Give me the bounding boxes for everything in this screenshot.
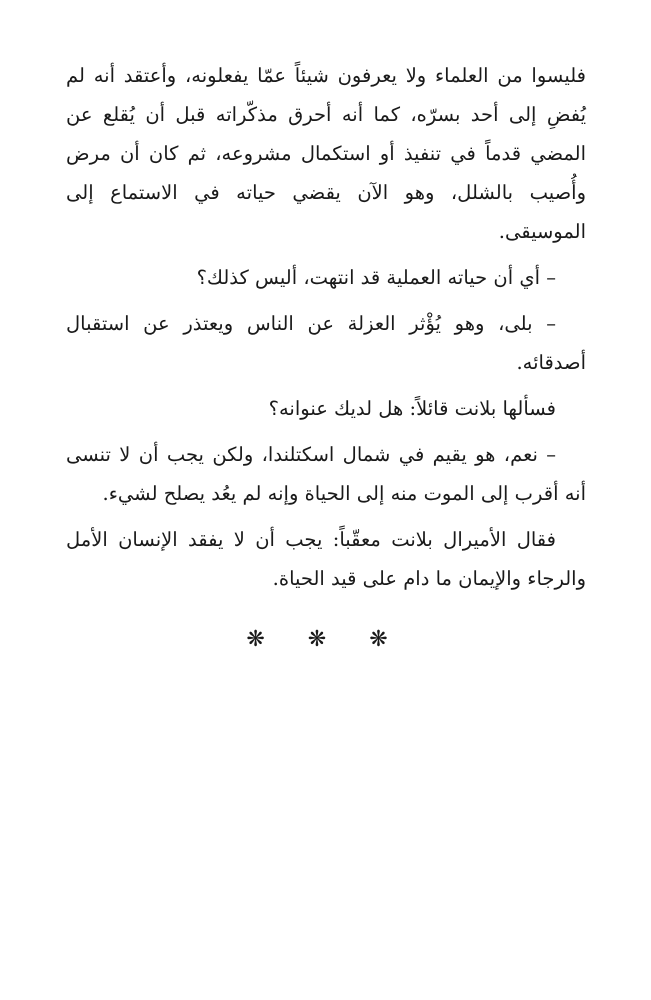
paragraph-dialogue-1: – أي أن حياته العملية قد انتهت، أليس كذلك؟ [196, 266, 556, 289]
paragraph-dialogue-4: – نعم، هو يقيم في شمال اسكتلندا، ولكن يجب أن لا تنسى أنه أقرب إلى الموت منه إلى الحياة وإنه لم يعُد يصلح لشيء. [66, 443, 586, 505]
paragraph-dialogue-5: فقال الأميرال بلانت معقّباً: يجب أن لا يفقد الإنسان الأمل والرجاء والإيمان ما دام على قيد الحياة. [66, 528, 586, 590]
paragraph-narration-1: فليسوا من العلماء ولا يعرفون شيئاً عمّا يفعلونه، وأعتقد أنه لم يُفضِ إلى أحد بسرّه، كما أنه أحرق مذكّراته قبل أن يُقلع عن المضي قدماً في تنفيذ أو استكمال مشروعه، ثم كان أن مرض وأُصيب بالشلل، وهو الآن يقضي حياته في الاستماع إلى الموسيقى. [66, 64, 586, 243]
paragraph-dialogue-3: فسألها بلانت قائلاً: هل لديك عنوانه؟ [268, 397, 556, 420]
paragraph-dialogue-2: – بلى، وهو يُؤْثر العزلة عن الناس ويعتذر عن استقبال أصدقائه. [66, 312, 586, 374]
document-page [66, 56, 586, 659]
section-separator: ❋ ❋ ❋ [246, 627, 406, 652]
